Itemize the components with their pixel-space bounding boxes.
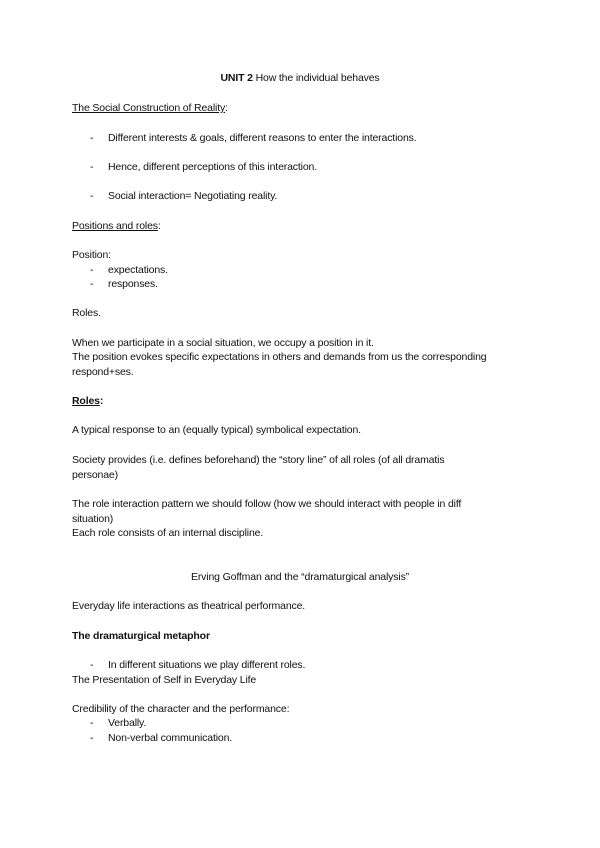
paragraph: Everyday life interactions as theatrical performance. (72, 600, 306, 612)
bullet-dash: - (90, 717, 94, 729)
section-heading: Roles: (72, 395, 104, 407)
paragraph: Society provides (i.e. defines beforehand) the “story line” of all roles (of all dramatis (72, 454, 445, 466)
bullet-dash: - (90, 161, 94, 173)
paragraph: When we participate in a social situation, we occupy a position in it. (72, 337, 374, 349)
paragraph: Each role consists of an internal discipline. (72, 527, 264, 539)
bullet-text: expectations. (108, 264, 168, 276)
bullet-text: Non-verbal communication. (108, 732, 233, 744)
paragraph: Credibility of the character and the performance: (72, 703, 290, 715)
paragraph: personae) (72, 469, 118, 481)
bullet-dash: - (90, 732, 94, 744)
paragraph: situation) (72, 513, 114, 525)
section-heading: Positions and roles: (72, 220, 161, 232)
centered-subtitle: Erving Goffman and the “dramaturgical analysis” (190, 571, 410, 583)
paragraph: The position evokes specific expectations in others and demands from us the corresponding (72, 351, 487, 363)
bullet-dash: - (90, 659, 94, 671)
bullet-dash: - (90, 132, 94, 144)
section-heading: The dramaturgical metaphor (72, 630, 210, 642)
bullet-dash: - (90, 190, 94, 202)
bullet-text: Verbally. (108, 717, 147, 729)
bullet-text: Social interaction= Negotiating reality. (108, 190, 278, 202)
bullet-dash: - (90, 264, 94, 276)
position-label: Position: (72, 249, 111, 261)
page-title (0, 72, 600, 85)
bullet-dash: - (90, 278, 94, 290)
title-unit: UNIT 2 (220, 72, 253, 84)
bullet-text: Hence, different perceptions of this interaction. (108, 161, 317, 173)
section-heading: The Social Construction of Reality: (72, 102, 228, 114)
bullet-text: In different situations we play different roles. (108, 659, 306, 671)
bullet-text: Different interests & goals, different reasons to enter the interactions. (108, 132, 417, 144)
title-text: How the individual behaves (252, 72, 380, 84)
paragraph: The role interaction pattern we should follow (how we should interact with people in diff (72, 498, 462, 510)
roles-label: Roles. (72, 307, 101, 319)
paragraph: respond+ses. (72, 366, 134, 378)
bullet-text: responses. (108, 278, 158, 290)
book-title: The Presentation of Self in Everyday Life (72, 674, 257, 686)
paragraph: A typical response to an (equally typical) symbolical expectation. (72, 424, 361, 436)
